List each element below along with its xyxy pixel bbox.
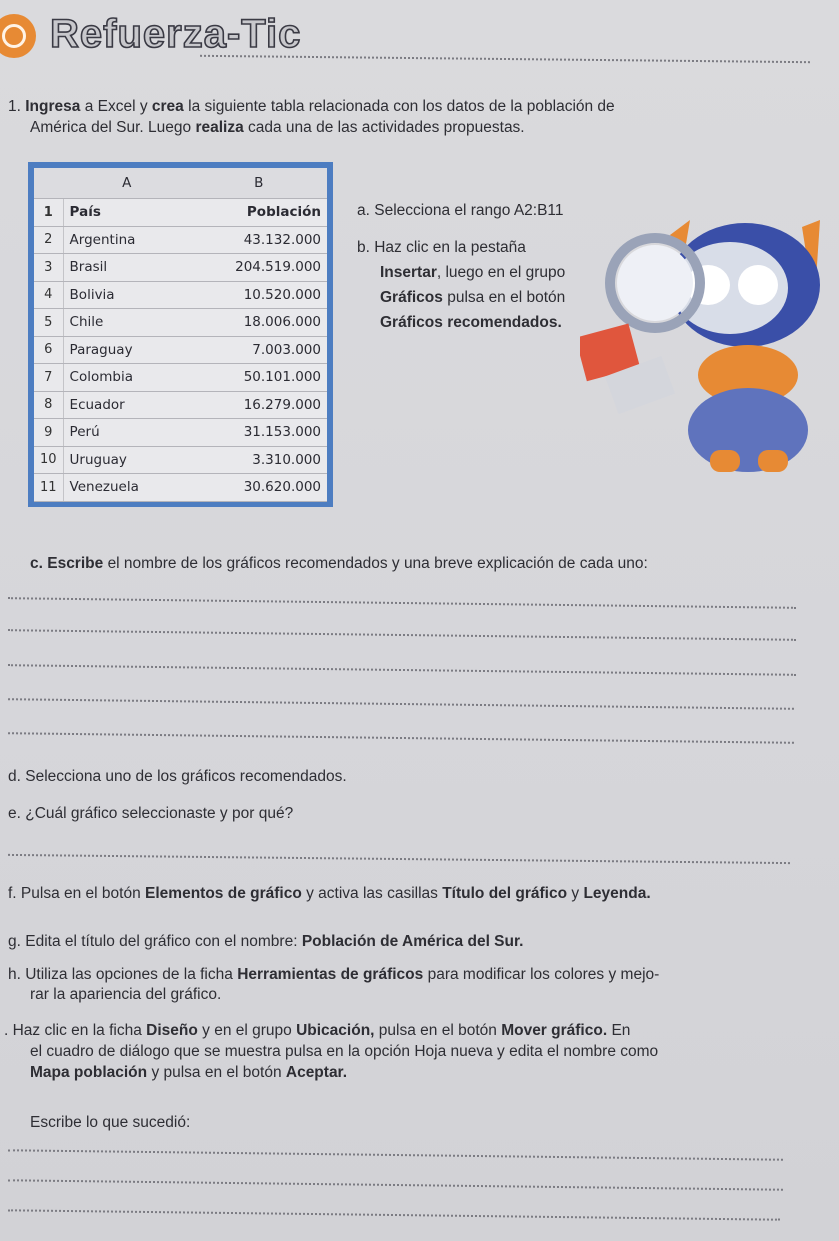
table-row: 8 Ecuador 16.279.000 — [34, 391, 327, 419]
page-title: Refuerza-Tic — [50, 12, 302, 56]
activity-b-line-3: Gráficos pulsa en el botón — [380, 289, 566, 306]
activity-b-line-1: b. Haz clic en la pestaña — [357, 239, 526, 256]
mascot-right-eye — [738, 265, 778, 305]
activity-d: d. Selecciona uno de los gráficos recomendados. — [8, 768, 347, 785]
table-row: 5 Chile 18.006.000 — [34, 309, 327, 337]
refuerza-logo-icon — [0, 14, 36, 58]
population-table — [34, 168, 327, 502]
activity-g: g. Edita el título del gráfico con el nombre: Población de América del Sur. — [8, 933, 524, 950]
intro-line-1: 1. Ingresa a Excel y crea la siguiente tabla relacionada con los datos de la población de — [8, 98, 615, 115]
answer-line — [8, 1209, 780, 1220]
magnifier-glass — [617, 245, 693, 321]
answer-line — [8, 698, 794, 710]
column-header-row — [34, 168, 327, 199]
mascot-right-foot — [758, 450, 788, 472]
mascot-left-foot — [710, 450, 740, 472]
activity-e: e. ¿Cuál gráfico seleccionaste y por qué? — [8, 805, 294, 822]
activity-i-line-3: Mapa población y pulsa en el botón Aceptar. — [30, 1064, 348, 1081]
mascot-body — [688, 388, 808, 472]
header-dotted-rule — [200, 55, 810, 63]
activity-c: c. Escribe el nombre de los gráficos recomendados y una breve explicación de cada uno: — [30, 555, 648, 572]
activity-b-line-4: Gráficos recomendados. — [380, 314, 562, 331]
activity-h-line-2: rar la apariencia del gráfico. — [30, 986, 222, 1003]
spreadsheet-frame — [28, 162, 333, 507]
activity-b-line-2: Insertar, luego en el grupo — [380, 264, 566, 281]
activity-f: f. Pulsa en el botón Elementos de gráfico y activa las casillas Título del gráfico y Leyenda. — [8, 885, 651, 902]
column-b-header: B — [191, 168, 327, 199]
activity-i-line-1: . Haz clic en la ficha Diseño y en el grupo Ubicación, pulsa en el botón Mover gráfico. En — [4, 1022, 631, 1039]
activity-j: Escribe lo que sucedió: — [30, 1114, 191, 1131]
answer-line — [8, 597, 796, 609]
table-row: 6 Paraguay 7.003.000 — [34, 336, 327, 364]
answer-line — [8, 854, 790, 864]
table-row: 11 Venezuela 30.620.000 — [34, 474, 327, 502]
table-row: 10 Uruguay 3.310.000 — [34, 446, 327, 474]
activity-h-line-1: h. Utiliza las opciones de la ficha Herramientas de gráficos para modificar los colores y mejo- — [8, 966, 660, 983]
intro-line-2: América del Sur. Luego realiza cada una de las actividades propuestas. — [30, 119, 525, 136]
robot-mascot-illustration — [580, 205, 839, 490]
activity-a: a. Selecciona el rango A2:B11 — [357, 202, 564, 219]
table-row: 1 País Población — [34, 199, 327, 227]
table-row: 7 Colombia 50.101.000 — [34, 364, 327, 392]
table-row: 2 Argentina 43.132.000 — [34, 226, 327, 254]
answer-line — [8, 664, 796, 676]
table-row: 9 Perú 31.153.000 — [34, 419, 327, 447]
answer-line — [8, 1179, 783, 1190]
answer-line — [8, 629, 796, 641]
activity-i-line-2: el cuadro de diálogo que se muestra pulsa en la opción Hoja nueva y edita el nombre como — [30, 1043, 659, 1060]
column-a-header: A — [63, 168, 191, 199]
answer-line — [8, 732, 794, 744]
answer-line — [8, 1149, 783, 1160]
table-row: 4 Bolivia 10.520.000 — [34, 281, 327, 309]
table-row: 3 Brasil 204.519.000 — [34, 254, 327, 282]
